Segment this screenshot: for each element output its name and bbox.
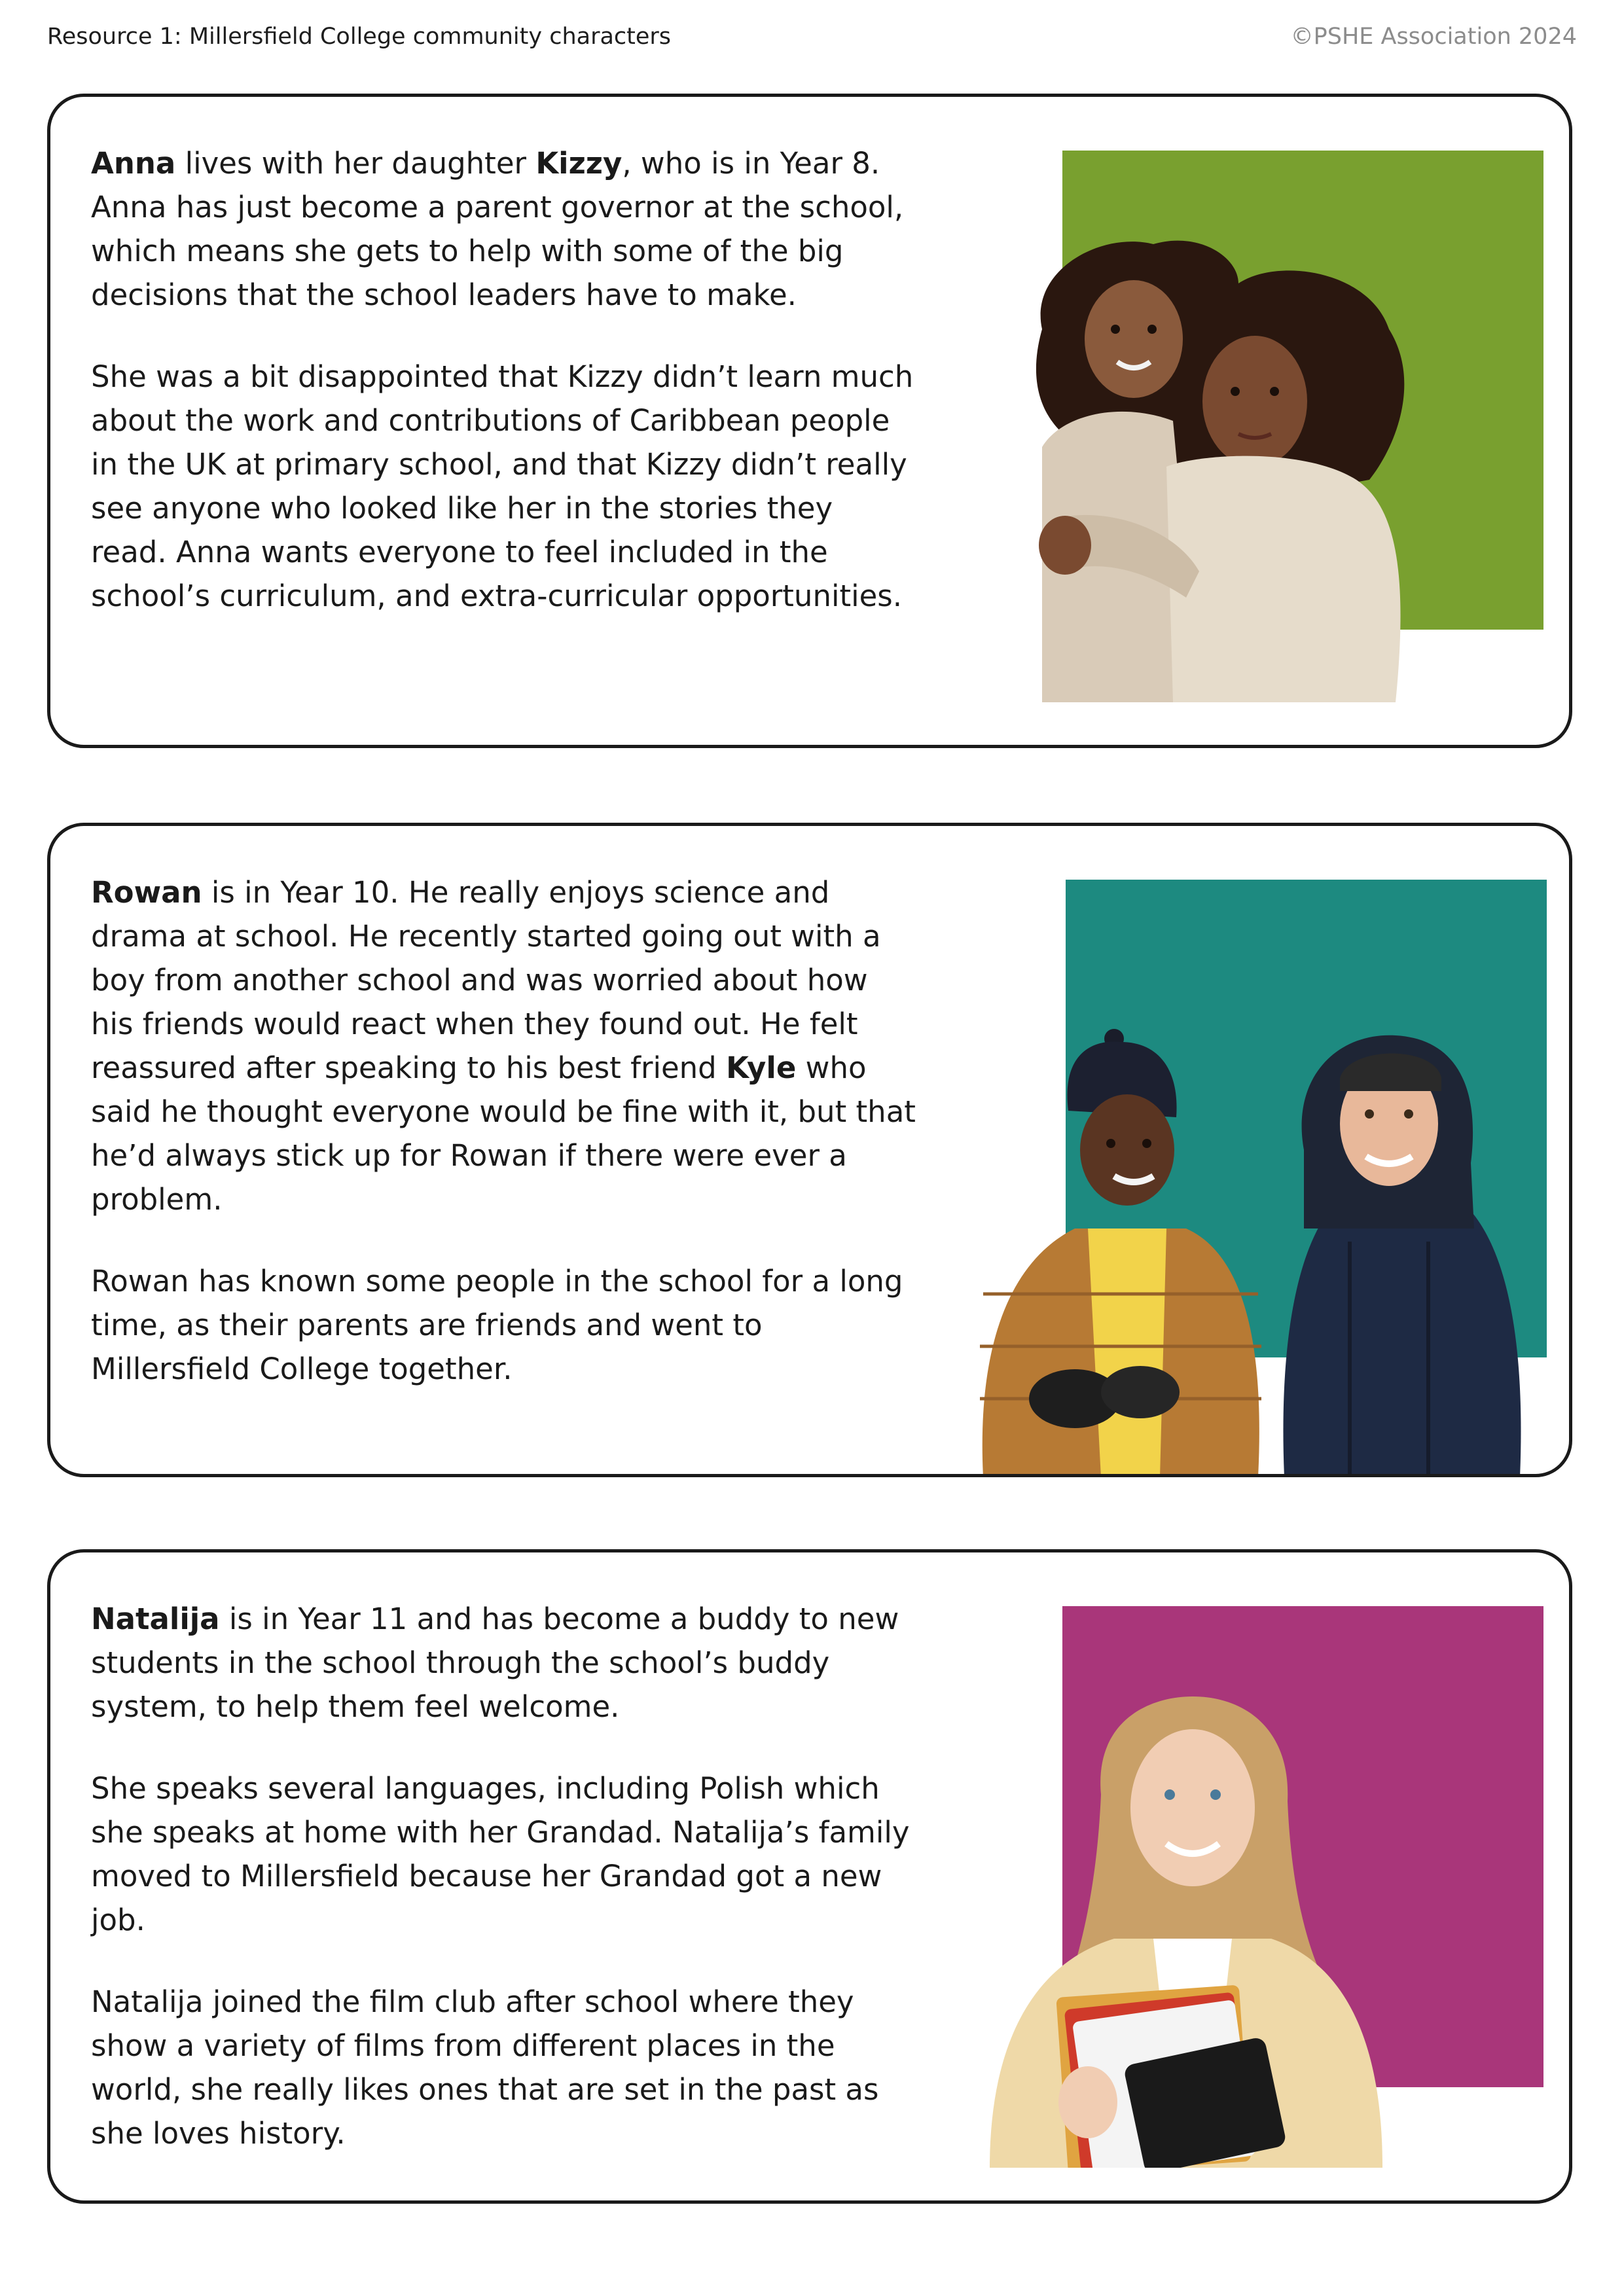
- character-card-rowan: [47, 823, 1572, 1477]
- character-card-natalija: [47, 1549, 1572, 2204]
- photo-natalija: [964, 1683, 1422, 2168]
- copyright-notice: ©PSHE Association 2024: [1290, 24, 1577, 50]
- text-run: is in Year 10. He really enjoys science and drama at school. He recently started going out with a boy from another school and was worried about how his friends would react when they found out. He felt reassured after speaking to his best friend: [91, 875, 881, 1085]
- photo-anna-and-kizzy: [1003, 231, 1474, 702]
- character-name: Rowan: [91, 875, 202, 910]
- resource-title: Resource 1: Millersfield College community characters: [47, 24, 672, 50]
- card-paragraph: Rowan has known some people in the school for a long time, as their parents are friends and went to Millersfield College together.: [91, 1264, 903, 1386]
- card-text: [91, 1597, 916, 2193]
- photo-rowan-and-kyle: [937, 980, 1546, 1477]
- card-paragraph: Natalija joined the film club after school where they show a variety of films from different places in the world, she really likes ones that are set in the past as she loves history.: [91, 1984, 879, 2151]
- text-run: is in Year 11 and has become a buddy to new students in the school through the school’s buddy system, to help them feel welcome.: [91, 1602, 899, 1724]
- character-name: Anna: [91, 146, 176, 181]
- text-run: who said he thought everyone would be fine with it, but that he’d always stick up for Rowan if there were ever a problem.: [91, 1050, 916, 1217]
- character-card-anna: [47, 94, 1572, 748]
- character-name: Kyle: [726, 1050, 797, 1085]
- card-text: [91, 870, 916, 1429]
- card-paragraph: [91, 1597, 916, 1729]
- character-name: Kizzy: [535, 146, 623, 181]
- card-paragraph: She was a bit disappointed that Kizzy didn’t learn much about the work and contributions of Caribbean people in the UK at primary school, and that Kizzy didn’t really see anyone who looked like her in the stories they read. Anna wants everyone to feel included in the school’s curriculum, and extra-curricular opportunities.: [91, 359, 914, 613]
- card-text: [91, 141, 916, 656]
- character-name: Natalija: [91, 1602, 220, 1636]
- text-run: , who is in Year 8. Anna has just become a parent governor at the school, which means she gets to help with some of the big decisions that the school leaders have to make.: [91, 146, 904, 312]
- card-paragraph: [91, 141, 916, 317]
- card-paragraph: She speaks several languages, including Polish which she speaks at home with her Grandad. Natalija’s family moved to Millersfield because her Grandad got a new job.: [91, 1771, 910, 1937]
- card-paragraph: [91, 870, 916, 1221]
- text-run: lives with her daughter: [175, 146, 536, 181]
